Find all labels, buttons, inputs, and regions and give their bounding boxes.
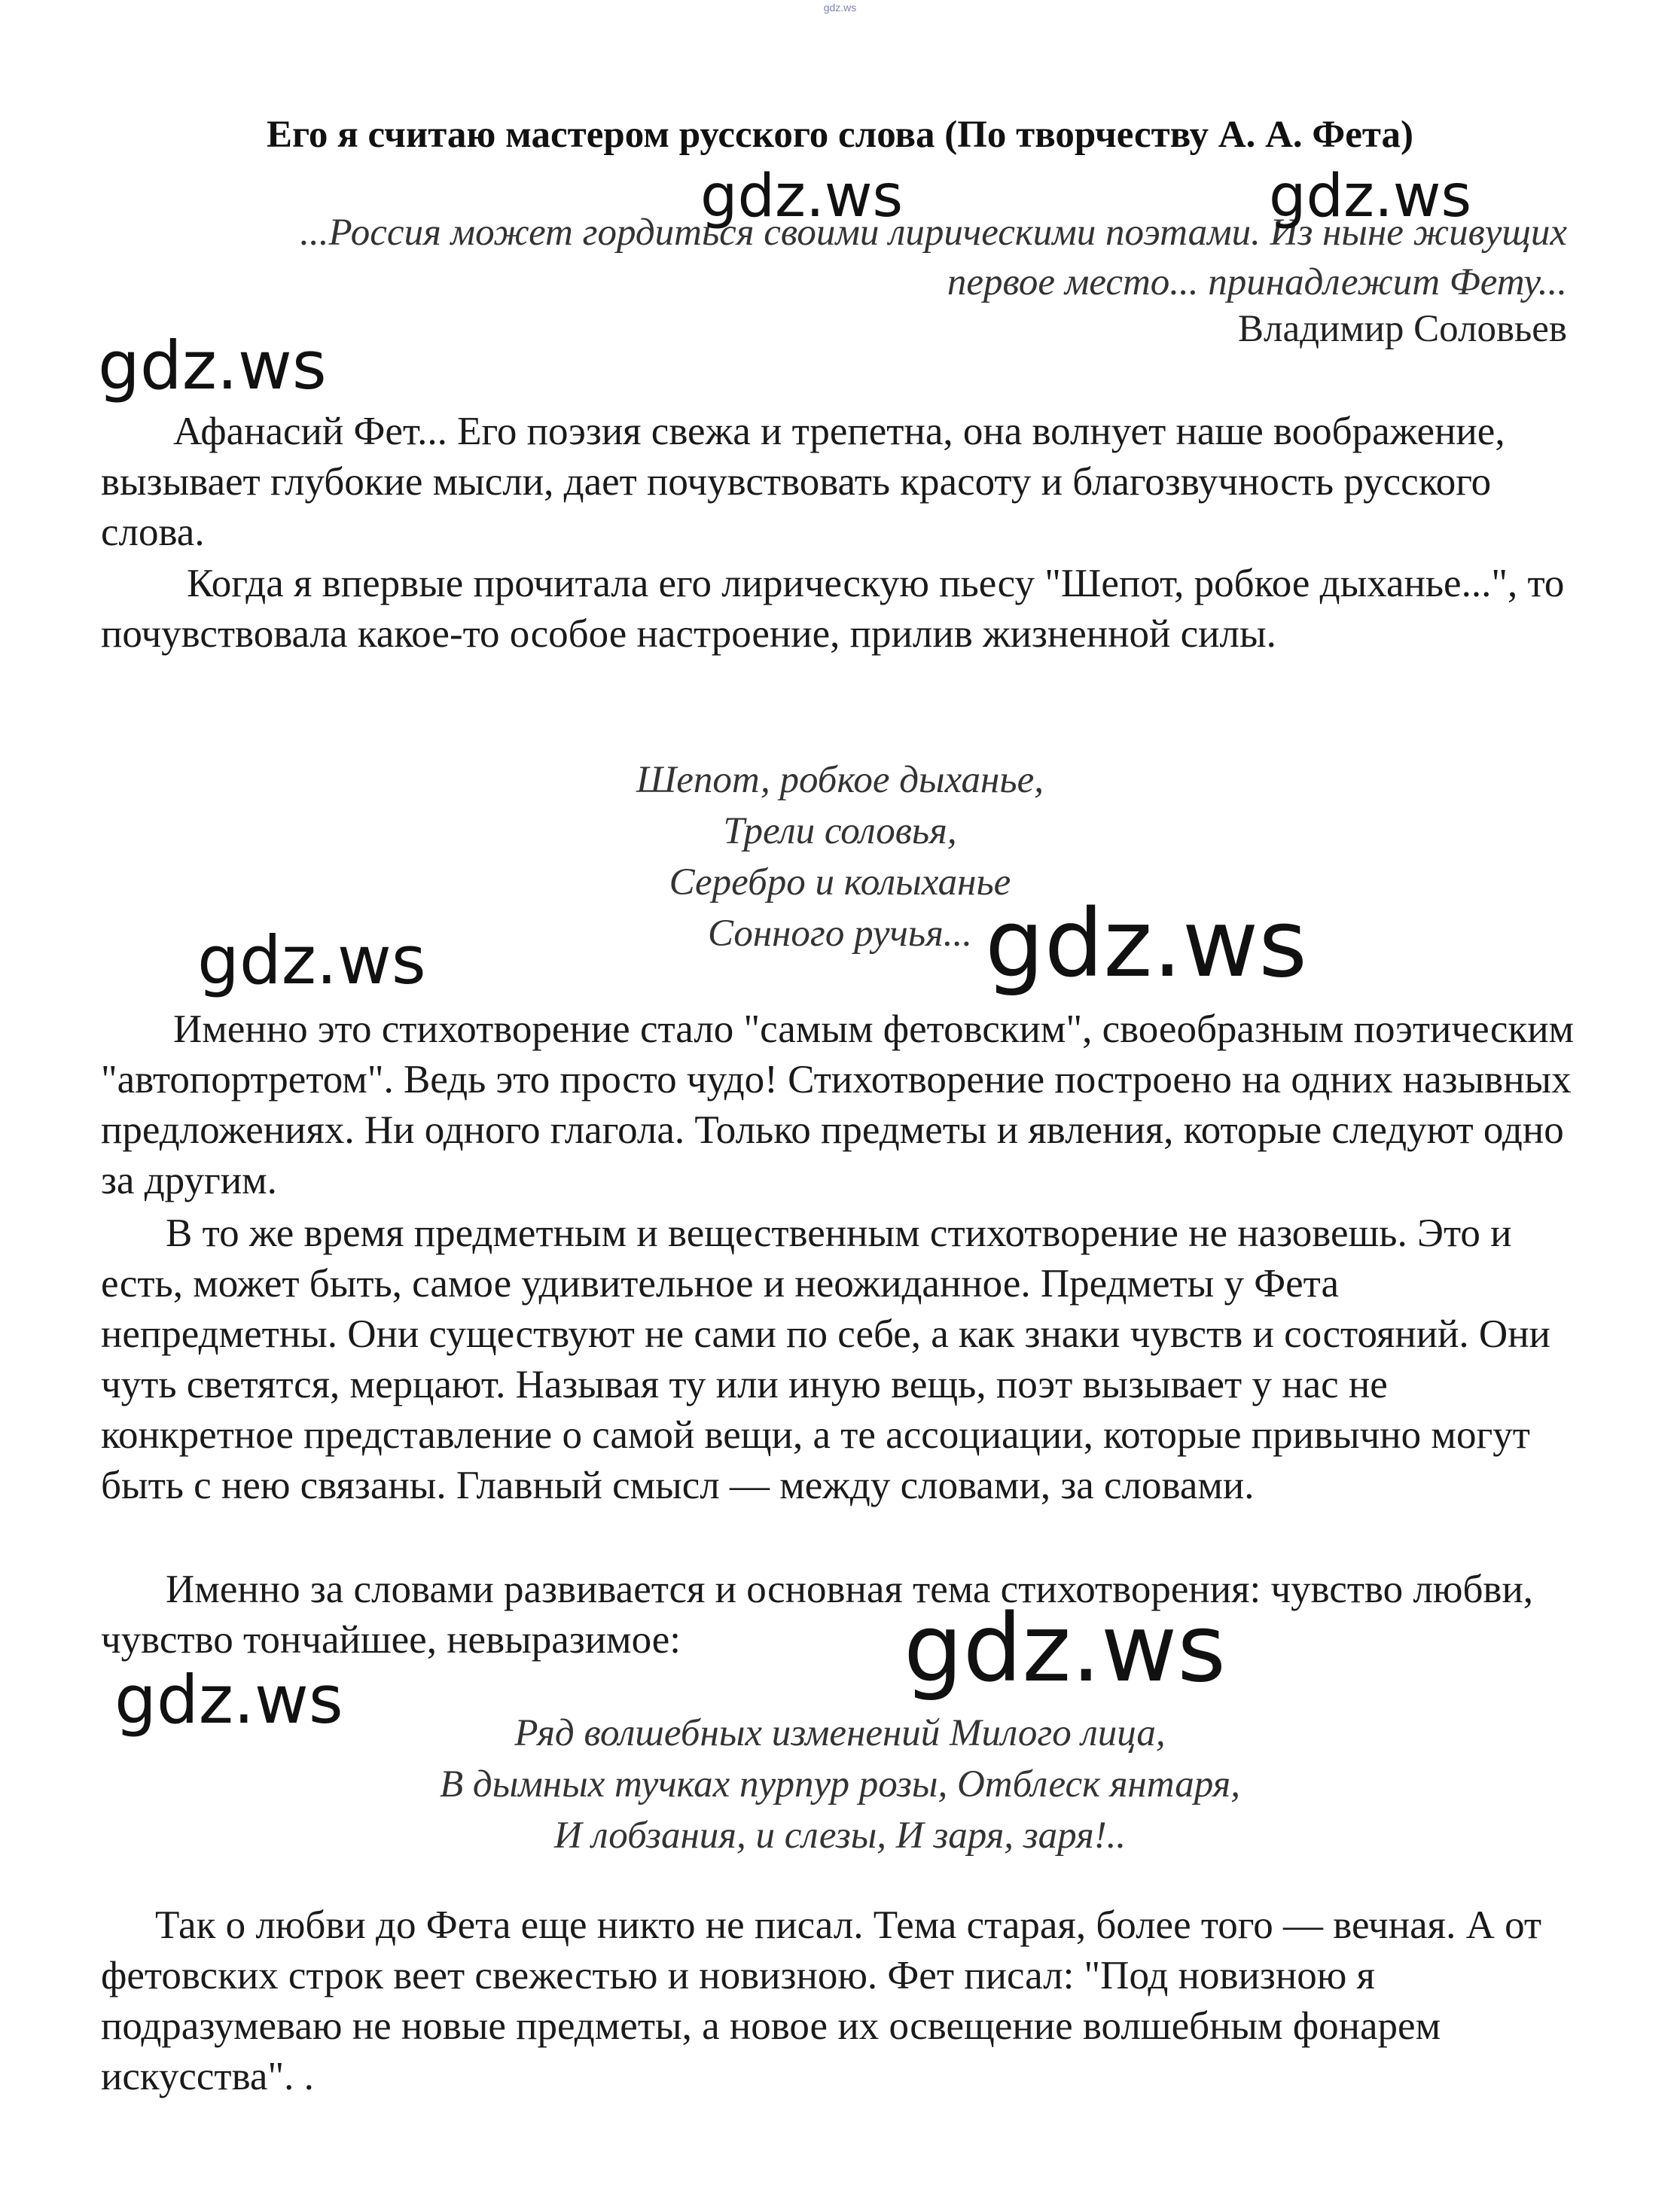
watermark: gdz.ws (114, 1661, 343, 1738)
paragraph: В то же время предметным и вещественным стихотворение не назовешь. Это и есть, может быть, самое удивительное и неожиданное. Предметы у Фета непредметны. Они существуют не сами по себе, а как знаки чувств и состояний. Они чуть светятся, мерцают. Называя ту или иную вещь, поэт вызывает у нас не конкретное представление о самой вещи, а те ассоциации, которые привычно могут быть с нею связаны. Главный смысл — между словами, за словами. (101, 1211, 1550, 1507)
essay-title: Его я считаю мастером русского слова (По творчеству А. А. Фета) (266, 114, 1414, 156)
watermark: gdz.ws (700, 163, 904, 230)
paragraph: Когда я впервые прочитала его лирическую пьесу "Шепот, робкое дыханье...", то почувствовала какое-то особое настроение, прилив жизненной силы. (101, 562, 1565, 656)
watermark: gdz.ws (904, 1595, 1226, 1703)
poem-line: Сонного ручья... (707, 913, 973, 955)
epigraph-author: Владимир Соловьев (1237, 308, 1567, 350)
paragraph: Именно за словами развивается и основная тема стихотворения: чувство любви, чувство тончайшее, невыразимое: (101, 1568, 1534, 1662)
paragraph: Именно это стихотворение стало "самым фетовским", своеобразным поэтическим "автопортретом". Ведь это просто чудо! Стихотворение построено на одних назывных предложениях. Ни одного глагола. Только предметы и явления, которые следуют одно за другим. (101, 1007, 1575, 1202)
paragraph: Афанасий Фет... Его поэзия свежа и трепетна, она волнует наше воображение, вызывает глубокие мысли, дает почувствовать красоту и благозвучность русского слова. (101, 410, 1505, 554)
top-watermark: gdz.ws (823, 2, 857, 14)
watermark: gdz.ws (197, 922, 426, 999)
poem-line: В дымных тучках пурпур розы, Отблеск янтаря, (440, 1763, 1240, 1805)
epigraph-line: первое место... принадлежит Фету... (947, 261, 1567, 303)
poem-line: Шепот, робкое дыханье, (636, 759, 1044, 801)
watermark: gdz.ws (1269, 163, 1472, 230)
poem-line: И лобзания, и слезы, И заря, заря!.. (553, 1815, 1127, 1857)
watermark: gdz.ws (985, 890, 1307, 998)
poem-line: Ряд волшебных изменений Милого лица, (514, 1712, 1166, 1754)
watermark: gdz.ws (98, 327, 327, 404)
epigraph-line: ...Россия может гордиться своими лирическими поэтами. Из ныне живущих (300, 212, 1567, 254)
poem-line: Трели соловья, (723, 810, 957, 852)
paragraph: Так о любви до Фета еще никто не писал. Тема старая, более того — вечная. А от фетовских строк веет свежестью и новизною. Фет писал: "Под новизною я подразумеваю не новые предметы, а новое их освещение волшебным фонарем искусства". . (101, 1903, 1542, 2098)
poem-line: Серебро и колыханье (669, 861, 1011, 904)
